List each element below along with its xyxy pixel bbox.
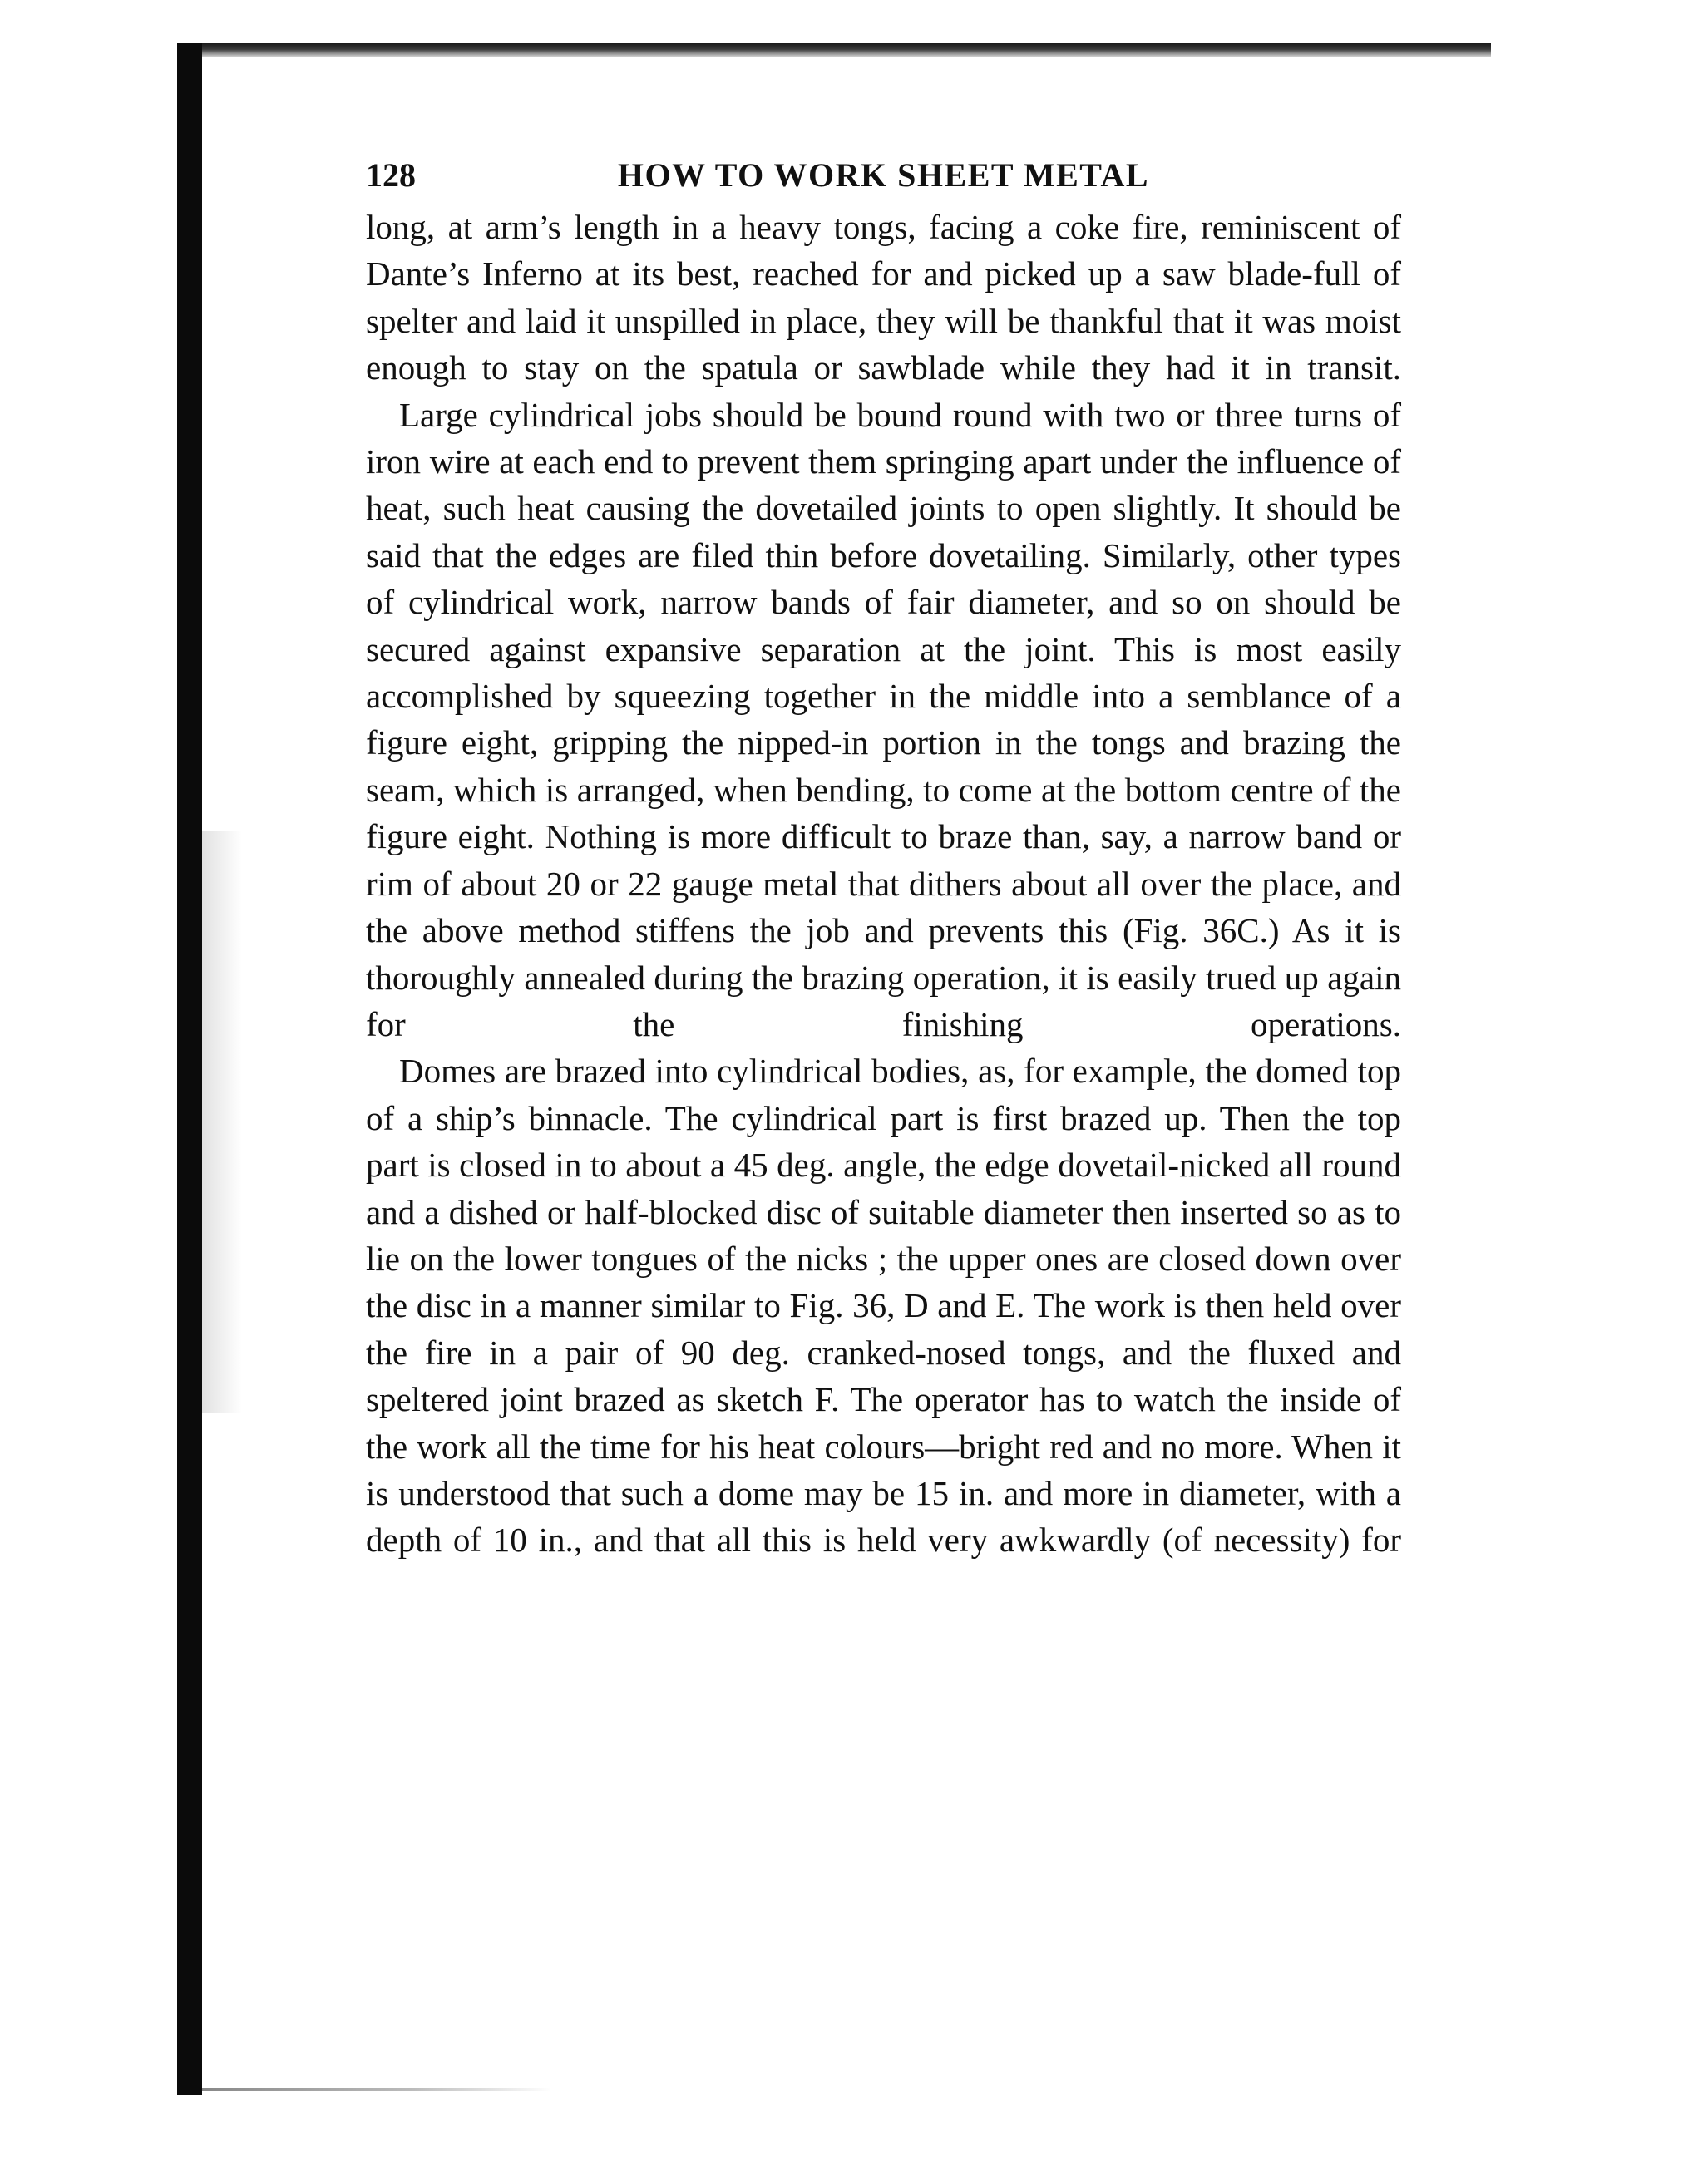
page-number: 128 <box>366 156 416 194</box>
running-title: HOW TO WORK SHEET METAL <box>617 156 1150 194</box>
paragraph-domes: Domes are brazed into cylindrical bodies, as, for example, the domed top of a ship’s binnacle. The cylindrical part is first brazed up. Then the top part is closed in to about a 45 deg. angle, the edge dovetail-nicked all round and a dished or half-blocked disc of suitable diameter then inserted so as to lie on the lower tongues of the nicks ; the upper ones are closed down over the disc in a manner similar to Fig. 36, D and E. The work is then held over the fire in a pair of 90 deg. cranked-nosed tongs, and the fluxed and speltered joint brazed as sketch F. The operator has to watch the inside of the work all the time for his heat colours—bright red and no more. When it is understood that such a dome may be 15 in. and more in diameter, with a depth of 10 in., and that all this is held very awkwardly (of necessity) for <box>366 1052 1401 1560</box>
running-head <box>366 145 1401 204</box>
scan-left-shadow <box>202 831 242 1413</box>
scan-top-edge <box>177 43 1491 57</box>
paragraph-continued: long, at arm’s length in a heavy tongs, facing a coke fire, reminiscent of Dante’s Inferno at its best, reached for and picked up a saw blade-full of spelter and laid it unspilled in place, they will be thankful that it was moist enough to stay on the spatula or sawblade while they had it in transit. <box>366 208 1401 387</box>
paragraph-cylindrical-jobs: Large cylindrical jobs should be bound round with two or three turns of iron wire at each end to prevent them springing apart under the influence of heat, such heat causing the dovetailed joints to open slightly. It should be said that the edges are filed thin before dovetailing. Similarly, other types of cylindrical work, narrow bands of fair diameter, and so on should be secured against expansive separation at the joint. This is most easily accomplished by squeezing together in the middle into a semblance of a figure eight, gripping the nipped-in portion in the tongs and brazing the seam, which is arranged, when bending, to come at the bottom centre of the figure eight. Nothing is more difficult to braze than, say, a narrow band or rim of about 20 or 22 gauge metal that dithers about all over the place, and the above method stiffens the job and prevents this (Fig. 36C.) As it is thoroughly annealed during the brazing operation, it is easily trued up again for the finishing operations. <box>366 395 1401 1043</box>
book-page <box>366 145 1401 1564</box>
scan-bottom-edge <box>202 2088 551 2091</box>
scan-left-edge <box>177 43 202 2095</box>
body-text <box>366 204 1401 1564</box>
